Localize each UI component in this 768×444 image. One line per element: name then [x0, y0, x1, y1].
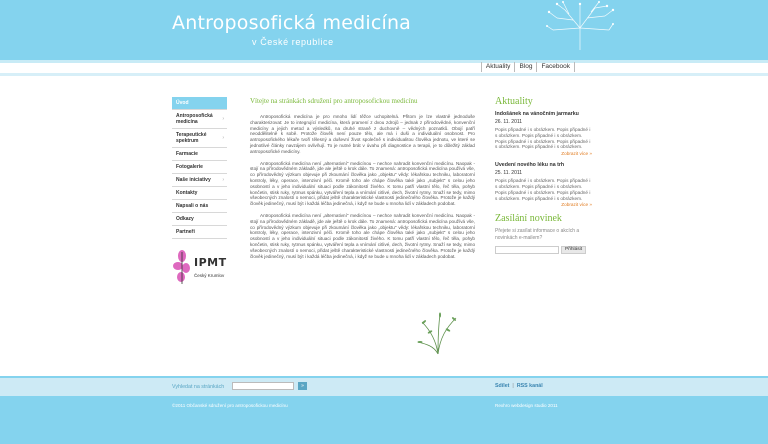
nav-stripe — [0, 73, 768, 76]
content-paragraph: Antroposofická medicína je pro mnoho lidí těžce uchopitelná. Přitom je lze vlastně jednoduše charakterizovat: Je to integrující medicína, která pramení z dvou zdrojů – jednak z přírodovědné, konvenční medicíny a jejich metod a výsledků, na druhé straně z duchovně – vědných poznatků. Obojí patří neoddělitelně k sobě. Protože člověk není pouze tělo, ale má i duši a individuální osobnost. Pro antroposofického lékaře tvoří tělesný a duševní život společně s individualitou člověka jednotu, ve které se jednotlivé články navzájem ovlivňují. To je nutné brát v úvahu při diagnostice a terapii, je to důležitý základ antroposofické medicíny. — [250, 114, 475, 154]
news-title[interactable]: Indošánek na vánočním jarmarku — [495, 111, 579, 117]
sidebar-item-partneri[interactable] — [172, 226, 227, 239]
news-item — [495, 111, 592, 156]
sidebar-item-terapeuticke-spektrum[interactable] — [172, 129, 227, 148]
topnav-blog[interactable]: Blog — [515, 62, 537, 72]
sidebar-item-uvod[interactable] — [172, 97, 227, 110]
news-date: 25. 11. 2011 — [495, 170, 523, 177]
news-item — [495, 162, 592, 207]
topnav-aktuality[interactable]: Aktuality — [482, 62, 516, 72]
topnav-facebook[interactable]: Facebook — [537, 62, 575, 72]
sidebar-nav — [172, 97, 227, 239]
news-date: 26. 11. 2011 — [495, 119, 523, 125]
rss-link[interactable]: RSS kanál — [516, 383, 543, 389]
newsletter-form — [495, 246, 592, 254]
made-by-text[interactable]: Rexhro webdesign studio 2011 — [495, 403, 558, 408]
news-text: Popis připadné i s obrázkem. Popis připadné i s obrázkem. Popis připadné i s obrázkem. Popis připadné i s obrázkem. Popis připadné i s obrázkem. Popis připadné i s obrázkem. — [495, 127, 591, 150]
site-title[interactable]: Antroposofická medicína — [172, 12, 412, 34]
news-text: Popis připadné i s obrázkem. Popis připadné i s obrázkem. Popis připadné i s obrázkem. Popis připadné i s obrázkem. Popis připadné i s obrázkem. Popis připadné i s obrázkem. — [495, 178, 591, 201]
ipmt-logo-text: IPMT — [194, 256, 227, 269]
news-more-link[interactable]: Zobrazit více » — [561, 151, 592, 157]
newsletter-heading: Zasílání novinek — [495, 213, 562, 225]
footer-search-input[interactable] — [232, 382, 294, 390]
footer-search-button[interactable]: » — [298, 382, 307, 390]
footer-links — [495, 383, 543, 389]
chevron-right-icon: › — [222, 135, 224, 141]
sidebar-item-label: Farmacie — [176, 151, 198, 157]
chevron-right-icon: › — [222, 177, 224, 183]
sidebar-item-label: Terapeutické spektrum — [176, 132, 207, 144]
plant-illustration — [416, 310, 460, 356]
sidebar-item-nase-iniciativy[interactable] — [172, 174, 227, 187]
sidebar-item-label: Naše iniciativy — [176, 177, 211, 183]
sidebar-item-label: Úvod — [176, 100, 189, 106]
sidebar-item-label: Partneři — [176, 229, 195, 235]
news-more-link[interactable]: Zobrazit více » — [561, 202, 592, 208]
copyright-text: ©2011 Občanské sdružení pro antroposofickou medicínu — [172, 403, 288, 408]
page-title: Vítejte na stránkách sdružení pro antroposofickou medicínu — [250, 97, 418, 105]
sidebar-item-antroposoficka-medicina[interactable] — [172, 110, 227, 129]
sidebar-item-kontakty[interactable] — [172, 187, 227, 200]
ipmt-logo-subtitle: Český Krumlov — [194, 273, 225, 278]
sidebar-item-label: Napsali o nás — [176, 203, 209, 209]
main-content — [250, 97, 475, 265]
header-stripe — [0, 60, 768, 63]
top-nav — [481, 62, 575, 72]
sidebar-item-label: Odkazy — [176, 216, 194, 222]
content-paragraph: Antroposofická medicína není „alternativní" medicínou – nechce nahradit konvenční medicínu. Naopak - stojí na přírodovědném základě, jde ale ještě o krok dále. To znamená: antroposofická medicína používá vše, co přírodovědný výzkum objevuje při zkoumání člověka jako „objektu" vědy: lékařskou techniku, laboratorní kontroly, léky, operace, intenzivní péči. Kromě toho ale chápe člověka také jako „subjekt" s celou jeho osobností a v jeho individuální situaci podle zákonitostí živého. K tomu patří vlastní tělo, řeč těla, pohyb končetin, stisk ruky, rytmus spánku, vytváření tepla a vnímání citlivé, dech, životní rytmy. Snaží se tedy, mimo všeobecných znalostí o nemoci, přidat ještě charakteristické vlastnosti jedinečného člověka. Protože je každý člověk jedinečný, musí být i každá léčba jedinečná, i když se bude u mnoha lidí v základech podobat. — [250, 212, 475, 259]
sidebar-item-napsali-o-nas[interactable] — [172, 200, 227, 213]
sidebar-item-fotogalerie[interactable] — [172, 161, 227, 174]
link-separator: | — [512, 383, 514, 389]
news-column — [495, 96, 592, 254]
sidebar-item-label: Kontakty — [176, 190, 198, 196]
chevron-right-icon: › — [222, 116, 224, 122]
sidebar-item-farmacie[interactable] — [172, 148, 227, 161]
footer-search-label: Vyhledat na stránkách — [172, 384, 225, 390]
share-link[interactable]: Sdílet — [495, 383, 510, 389]
news-heading: Aktuality — [495, 96, 533, 107]
site-subtitle: v České republice — [252, 37, 334, 47]
sidebar-item-odkazy[interactable] — [172, 213, 227, 226]
tree-logo-icon — [545, 0, 615, 52]
content-paragraph: Antroposofická medicína není „alternativní" medicínou – nechce nahradit konvenční medicínu. Naopak - stojí na přírodovědném základě, jde ale ještě o krok dále. To znamená: antroposofická medicína používá vše, co přírodovědný výzkum objevuje při zkoumání člověka jako „objektu" vědy: lékařskou techniku, laboratorní kontroly, léky, operace, intenzivní péči. Kromě toho ale chápe člověka také jako „subjekt" s celou jeho osobností a v jeho individuální situaci podle zákonitostí živého. K tomu patří vlastní tělo, řeč těla, pohyb končetin, stisk ruky, rytmus spánku, vytváření tepla a vnímání citlivé, dech, životní rytmy. Snaží se tedy, mimo všeobecných znalostí o nemoci, přidat ještě charakteristické vlastnosti jedinečného člověka. Protože je každý člověk jedinečný, musí být i každá léčba jedinečná, i když se bude u mnoha lidí v základech podobat. — [250, 160, 475, 207]
sidebar-item-label: Fotogalerie — [176, 164, 203, 170]
footer-search-band — [0, 378, 768, 396]
news-title[interactable]: Uvedení nového léku na trh — [495, 162, 565, 169]
newsletter-email-input[interactable] — [495, 246, 559, 254]
sidebar-item-label: Antroposofická medicína — [176, 113, 213, 125]
newsletter-text: Přejete si zasílat informace o akcích a novinkách e-mailem? — [495, 228, 580, 242]
subscribe-button[interactable]: Přihlásit — [561, 246, 586, 254]
